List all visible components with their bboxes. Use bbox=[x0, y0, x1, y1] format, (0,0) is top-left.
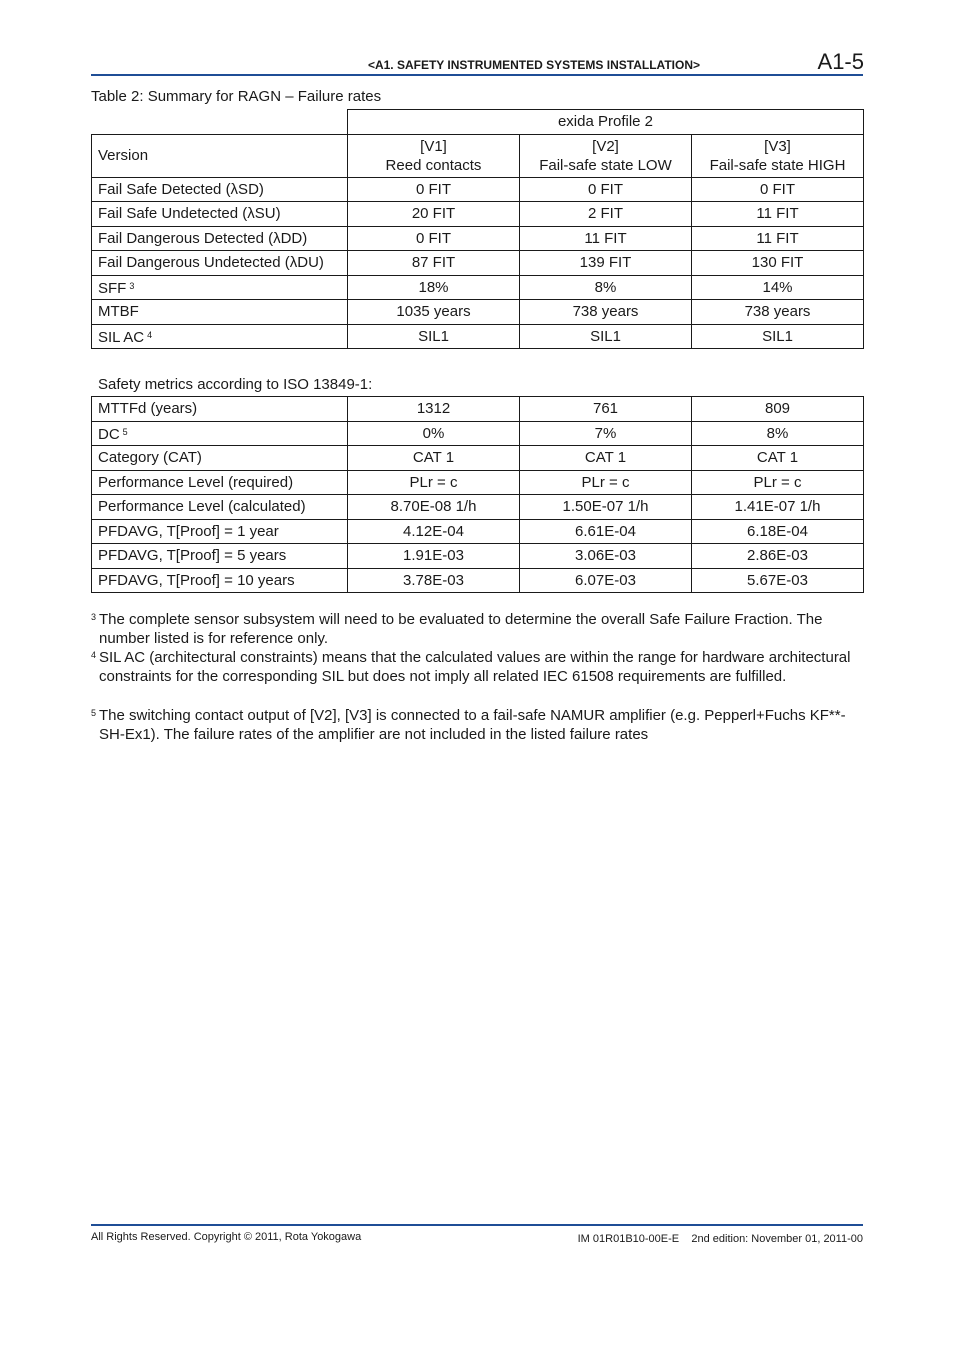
row-label: DC bbox=[98, 425, 120, 443]
footnote-3 bbox=[91, 610, 866, 648]
row-label-cell bbox=[92, 226, 348, 251]
value-cell: SIL1 bbox=[692, 324, 864, 349]
table-row bbox=[92, 324, 864, 349]
header-title: <A1. SAFETY INSTRUMENTED SYSTEMS INSTALLATION> bbox=[367, 58, 700, 72]
row-label-cell bbox=[92, 495, 348, 520]
footer-doc-info bbox=[500, 1233, 863, 1245]
footnote-mark: 5 bbox=[91, 708, 97, 718]
iso-caption: Safety metrics according to ISO 13849-1: bbox=[98, 376, 373, 393]
table-row bbox=[92, 421, 864, 446]
value-cell: 1.50E-07 1/h bbox=[520, 495, 692, 520]
value-cell: 87 FIT bbox=[348, 251, 520, 276]
value-cell: 18% bbox=[348, 275, 520, 300]
value-cell: 0% bbox=[348, 421, 520, 446]
row-label: Fail Safe Undetected (λSU) bbox=[98, 205, 281, 223]
version-label: Version bbox=[92, 134, 348, 177]
value-cell: 2 FIT bbox=[520, 202, 692, 227]
row-label: Performance Level (required) bbox=[98, 473, 294, 491]
row-label-cell bbox=[92, 275, 348, 300]
value-cell: PLr = c bbox=[692, 470, 864, 495]
footnote-5 bbox=[91, 706, 866, 744]
row-label-cell bbox=[92, 202, 348, 227]
value-cell: 11 FIT bbox=[520, 226, 692, 251]
row-label-cell bbox=[92, 544, 348, 569]
value-cell: 6.18E-04 bbox=[692, 519, 864, 544]
row-label-cell bbox=[92, 251, 348, 276]
value-cell: 139 FIT bbox=[520, 251, 692, 276]
footer-rule bbox=[91, 1224, 863, 1226]
column-header-v3 bbox=[692, 134, 864, 177]
value-cell: 11 FIT bbox=[692, 226, 864, 251]
column-code: [V2] bbox=[592, 137, 619, 155]
value-cell: CAT 1 bbox=[348, 446, 520, 471]
value-cell: 8.70E-08 1/h bbox=[348, 495, 520, 520]
row-label: MTTFd (years) bbox=[98, 400, 198, 418]
table-row bbox=[92, 568, 864, 593]
footnote-reference: 4 bbox=[147, 329, 153, 340]
value-cell: SIL1 bbox=[520, 324, 692, 349]
header-rule bbox=[91, 74, 863, 76]
column-code: [V3] bbox=[764, 137, 791, 155]
footer-copyright: All Rights Reserved. Copyright © 2011, Rota Yokogawa bbox=[91, 1231, 362, 1243]
column-header-v1 bbox=[348, 134, 520, 177]
value-cell: 5.67E-03 bbox=[692, 568, 864, 593]
footer-edition: 2nd edition: November 01, 2011-00 bbox=[691, 1233, 863, 1245]
column-header-v2 bbox=[520, 134, 692, 177]
value-cell: SIL1 bbox=[348, 324, 520, 349]
row-label-cell bbox=[92, 421, 348, 446]
value-cell: 4.12E-04 bbox=[348, 519, 520, 544]
footnote-text: The complete sensor subsystem will need to be evaluated to determine the overall Safe Failure Fraction. The number listed is for reference only. bbox=[99, 611, 823, 647]
table-caption: Table 2: Summary for RAGN – Failure rates bbox=[91, 88, 382, 105]
row-label: PFDAVG, T[Proof] = 10 years bbox=[98, 571, 295, 589]
value-cell: PLr = c bbox=[348, 470, 520, 495]
footnote-text: SIL AC (architectural constraints) means that the calculated values are within the range for hardware architectural constraints for the corresponding SIL but does not imply all related IEC 61508 requirements are fulfilled. bbox=[99, 649, 851, 685]
row-label: Fail Dangerous Detected (λDD) bbox=[98, 229, 308, 247]
value-cell: 1312 bbox=[348, 397, 520, 422]
blank-cell bbox=[92, 110, 348, 135]
value-cell: 8% bbox=[692, 421, 864, 446]
value-cell: 738 years bbox=[692, 300, 864, 325]
footnote-text: The switching contact output of [V2], [V3] is connected to a fail-safe NAMUR amplifier (e.g. Pepperl+Fuchs KF**-SH-Ex1). The failure rates of the amplifier are not included in the listed failure rates bbox=[99, 707, 846, 743]
value-cell: 11 FIT bbox=[692, 202, 864, 227]
row-label-cell bbox=[92, 324, 348, 349]
footnote-4 bbox=[91, 648, 866, 686]
footnote-reference: 3 bbox=[129, 280, 135, 291]
row-label-cell bbox=[92, 177, 348, 202]
value-cell: 20 FIT bbox=[348, 202, 520, 227]
value-cell: 809 bbox=[692, 397, 864, 422]
value-cell: 7% bbox=[520, 421, 692, 446]
row-label: Performance Level (calculated) bbox=[98, 498, 306, 516]
column-name: Reed contacts bbox=[385, 156, 482, 174]
value-cell: CAT 1 bbox=[520, 446, 692, 471]
row-label-cell bbox=[92, 300, 348, 325]
value-cell: 6.07E-03 bbox=[520, 568, 692, 593]
value-cell: 3.78E-03 bbox=[348, 568, 520, 593]
row-label-cell bbox=[92, 446, 348, 471]
value-cell: 1.91E-03 bbox=[348, 544, 520, 569]
row-label: MTBF bbox=[98, 303, 139, 321]
row-label-cell bbox=[92, 568, 348, 593]
row-label: PFDAVG, T[Proof] = 1 year bbox=[98, 522, 279, 540]
value-cell: CAT 1 bbox=[692, 446, 864, 471]
value-cell: 1.41E-07 1/h bbox=[692, 495, 864, 520]
value-cell: 0 FIT bbox=[348, 177, 520, 202]
row-label: SIL AC bbox=[98, 328, 145, 346]
value-cell: 6.61E-04 bbox=[520, 519, 692, 544]
row-label: SFF bbox=[98, 279, 127, 297]
table-row bbox=[92, 470, 864, 495]
table-row bbox=[92, 446, 864, 471]
column-name: Fail-safe state LOW bbox=[539, 156, 672, 174]
value-cell: PLr = c bbox=[520, 470, 692, 495]
value-cell: 14% bbox=[692, 275, 864, 300]
page-number: A1-5 bbox=[817, 49, 864, 74]
value-cell: 130 FIT bbox=[692, 251, 864, 276]
table-row bbox=[92, 519, 864, 544]
footnote-reference: 5 bbox=[122, 426, 128, 437]
footnote-mark: 3 bbox=[91, 612, 97, 622]
value-cell: 761 bbox=[520, 397, 692, 422]
table-row bbox=[92, 397, 864, 422]
table-row bbox=[92, 275, 864, 300]
value-cell: 0 FIT bbox=[520, 177, 692, 202]
value-cell: 0 FIT bbox=[348, 226, 520, 251]
column-code: [V1] bbox=[420, 137, 447, 155]
footnote-mark: 4 bbox=[91, 650, 97, 660]
profile-label: exida Profile 2 bbox=[348, 110, 864, 135]
table-row bbox=[92, 300, 864, 325]
row-label: Fail Dangerous Undetected (λDU) bbox=[98, 254, 324, 272]
row-label-cell bbox=[92, 519, 348, 544]
row-label: PFDAVG, T[Proof] = 5 years bbox=[98, 547, 287, 565]
failure-rates-table bbox=[91, 109, 864, 349]
row-label: Fail Safe Detected (λSD) bbox=[98, 180, 264, 198]
value-cell: 2.86E-03 bbox=[692, 544, 864, 569]
version-header-row bbox=[92, 134, 864, 177]
profile-header-row bbox=[92, 110, 864, 135]
footer-doc-id: IM 01R01B10-00E-E bbox=[577, 1233, 680, 1245]
table-row bbox=[92, 177, 864, 202]
table-row bbox=[92, 495, 864, 520]
value-cell: 3.06E-03 bbox=[520, 544, 692, 569]
row-label: Category (CAT) bbox=[98, 449, 202, 467]
iso-metrics-table bbox=[91, 396, 864, 593]
row-label-cell bbox=[92, 470, 348, 495]
value-cell: 8% bbox=[520, 275, 692, 300]
column-name: Fail-safe state HIGH bbox=[709, 156, 846, 174]
table-row bbox=[92, 202, 864, 227]
table-row bbox=[92, 544, 864, 569]
value-cell: 0 FIT bbox=[692, 177, 864, 202]
value-cell: 738 years bbox=[520, 300, 692, 325]
table-row bbox=[92, 226, 864, 251]
table-row bbox=[92, 251, 864, 276]
row-label-cell bbox=[92, 397, 348, 422]
value-cell: 1035 years bbox=[348, 300, 520, 325]
